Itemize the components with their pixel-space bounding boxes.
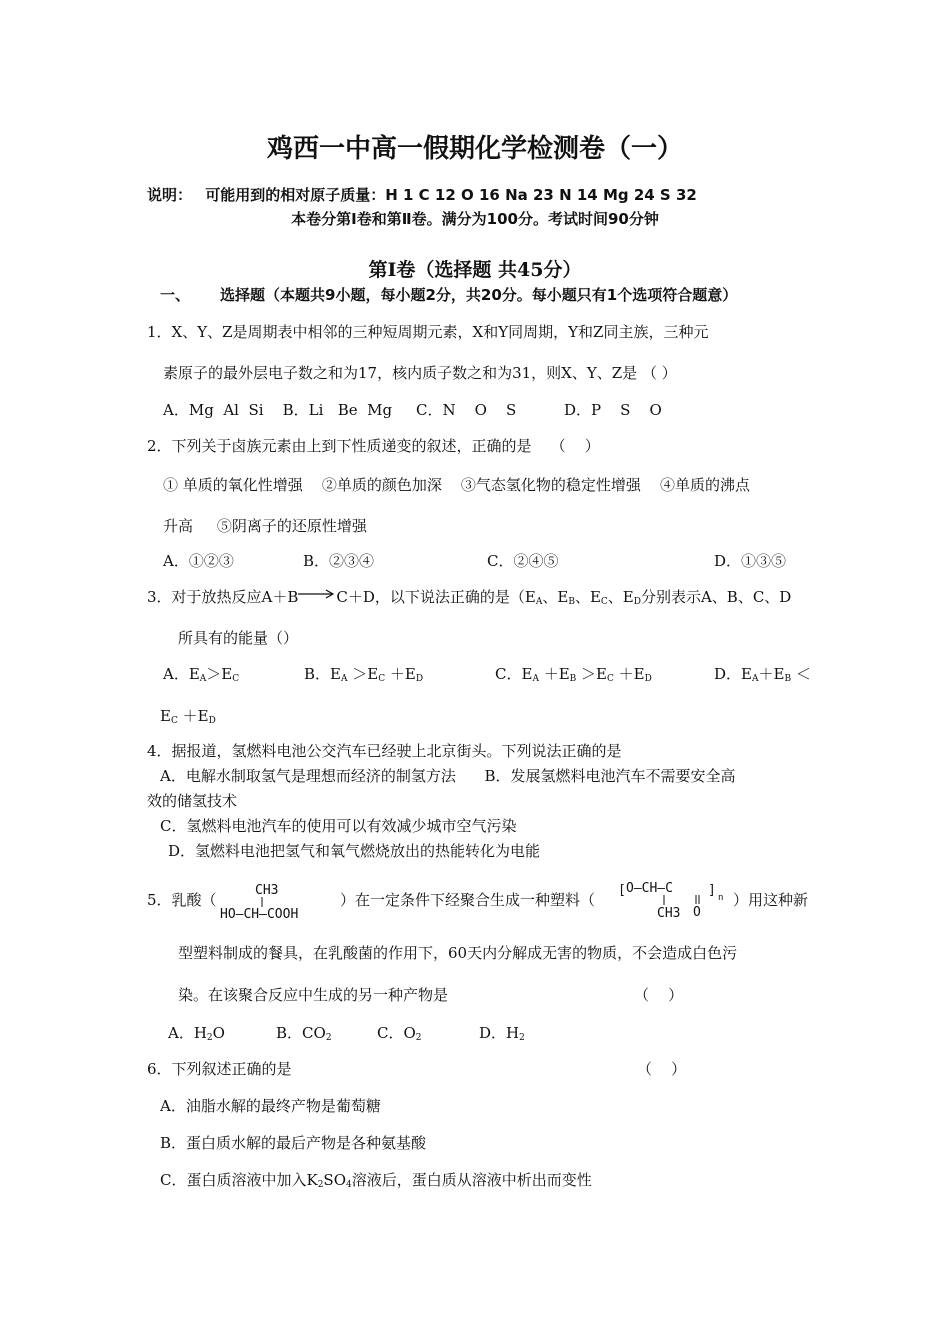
svg-text:O: O [693,905,701,920]
q3-statement: C＋D，以下说法正确的是（E [336,588,536,606]
svg-text:]: ] [708,883,716,898]
q5-line3: 染。在该聚合反应中生成的另一种产物是 [178,986,449,1004]
reaction-arrow-icon [298,588,336,600]
q4-line1: 4．据报道，氢燃料电池公交汽车已经驶上北京街头。下列说法正确的是 [147,742,622,760]
q2-option-a: A．①②③ [163,552,234,570]
svg-text:n: n [718,893,724,903]
q5-answer-paren: （ ） [634,986,684,1004]
q6-option-c: C．蛋白质溶液中加入$K_2SO_4$溶液后，蛋白质从溶液中析出而变性 [160,1171,592,1190]
q1-line1: 1．X、Y、Z是周期表中相邻的三种短周期元素，X和Y同周期，Y和Z同主族，三种元 [147,323,709,341]
svg-text:CH3: CH3 [255,883,279,898]
q2-option-c: C．②④⑤ [487,552,559,570]
q4-line2: A．电解水制取氢气是理想而经济的制氢方法 B．发展氢燃料电池汽车不需要安全高 [160,767,736,785]
q3-meaning: 分别表示A、B、C、D [640,588,792,606]
lactic-acid-structure [218,880,338,922]
part-number: 一、 [160,286,191,304]
q6-line1: 6．下列叙述正确的是 [147,1060,292,1078]
note-label: 说明： [147,186,193,204]
q3-line2: 所具有的能量（） [178,629,299,647]
q2-line1: 2．下列关于卤族元素由上到下性质递变的叙述，正确的是 （ ） [147,437,600,455]
q2-option-b: B．②③④ [303,552,375,570]
note-line [147,185,697,205]
q5-middle: ）在一定条件下经聚合生成一种塑料（ [340,891,596,909]
q3-line1: 3．对于放热反应A＋B C＋D，以下说法正确的是（$E_A$、$E_B$、$E_C$、$E_D$分别表示A、B、C、D [147,588,792,607]
q4-line4: C．氢燃料电池汽车的使用可以有效减少城市空气污染 [160,817,517,835]
q5-option-b: B．$CO_2$ [276,1024,332,1043]
q5-option-c: C．$O_2$ [377,1024,422,1043]
q4-line5: D．氢燃料电池把氢气和氧气燃烧放出的热能转化为电能 [168,842,541,860]
q5-prefix: 5．乳酸（ [147,891,217,909]
q2-line2: ① 单质的氧化性增强 ②单质的颜色加深 ③气态氢化物的稳定性增强 ④单质的沸点 [163,476,750,494]
q6-option-b: B．蛋白质水解的最后产物是各种氨基酸 [160,1134,427,1152]
q5-option-d: D．$H_2$ [479,1024,525,1043]
q3-option-c: C．$E_A +E_B >E_C +E_D$ [495,665,652,684]
section-heading: 第Ⅰ卷（选择题 共45分） [368,259,582,281]
polylactic-acid-structure [618,874,738,922]
q4-line3: 效的储氢技术 [147,792,238,810]
q5-suffix: ）用这种新 [733,891,809,909]
q3-option-d: D．$E_A+E_B$ ＜ [714,665,811,684]
q1-line2: 素原子的最外层电子数之和为17，核内质子数之和为31，则X、Y、Z是 （ ） [163,364,677,382]
q5-line2: 型塑料制成的餐具，在乳酸菌的作用下，60天内分解成无害的物质，不会造成白色污 [178,944,738,962]
part-description [160,285,737,305]
svg-text:HO—CH—COOH: HO—CH—COOH [220,907,299,922]
q3-option-a: A．$E_A>E_C$ [163,665,240,684]
q3-reactants: 3．对于放热反应A＋B [147,588,299,606]
exam-title: 鸡西一中高一假期化学检测卷（一） [266,134,683,164]
svg-text:CH3: CH3 [657,906,681,921]
atomic-masses: 可能用到的相对原子质量：H 1 C 12 O 16 Na 23 N 14 Mg 24 S 32 [205,186,697,204]
q2-option-d: D．①③⑤ [714,552,787,570]
part-text: 选择题（本题共9小题，每小题2分，共20分。每小题只有1个选项符合题意） [220,286,738,304]
q6-answer-paren: （ ） [637,1060,687,1078]
q2-line3: 升高 ⑤阴离子的还原性增强 [163,517,367,535]
q5-option-a: A．$H_2O$ [168,1024,225,1043]
q3-option-d-cont: $E_C +E_D$ [160,707,216,726]
q6-option-a: A．油脂水解的最终产物是葡萄糖 [160,1097,381,1115]
svg-text:[: [ [618,883,626,898]
exam-info: 本卷分第Ⅰ卷和第Ⅱ卷。满分为100分。考试时间90分钟 [291,210,659,228]
q1-options: A．Mg Al Si B．Li Be Mg C．N O S D．P S O [163,401,662,419]
svg-text:O—CH—C: O—CH—C [626,881,673,896]
q3-option-b: B．$E_A >E_C +E_D$ [304,665,424,684]
